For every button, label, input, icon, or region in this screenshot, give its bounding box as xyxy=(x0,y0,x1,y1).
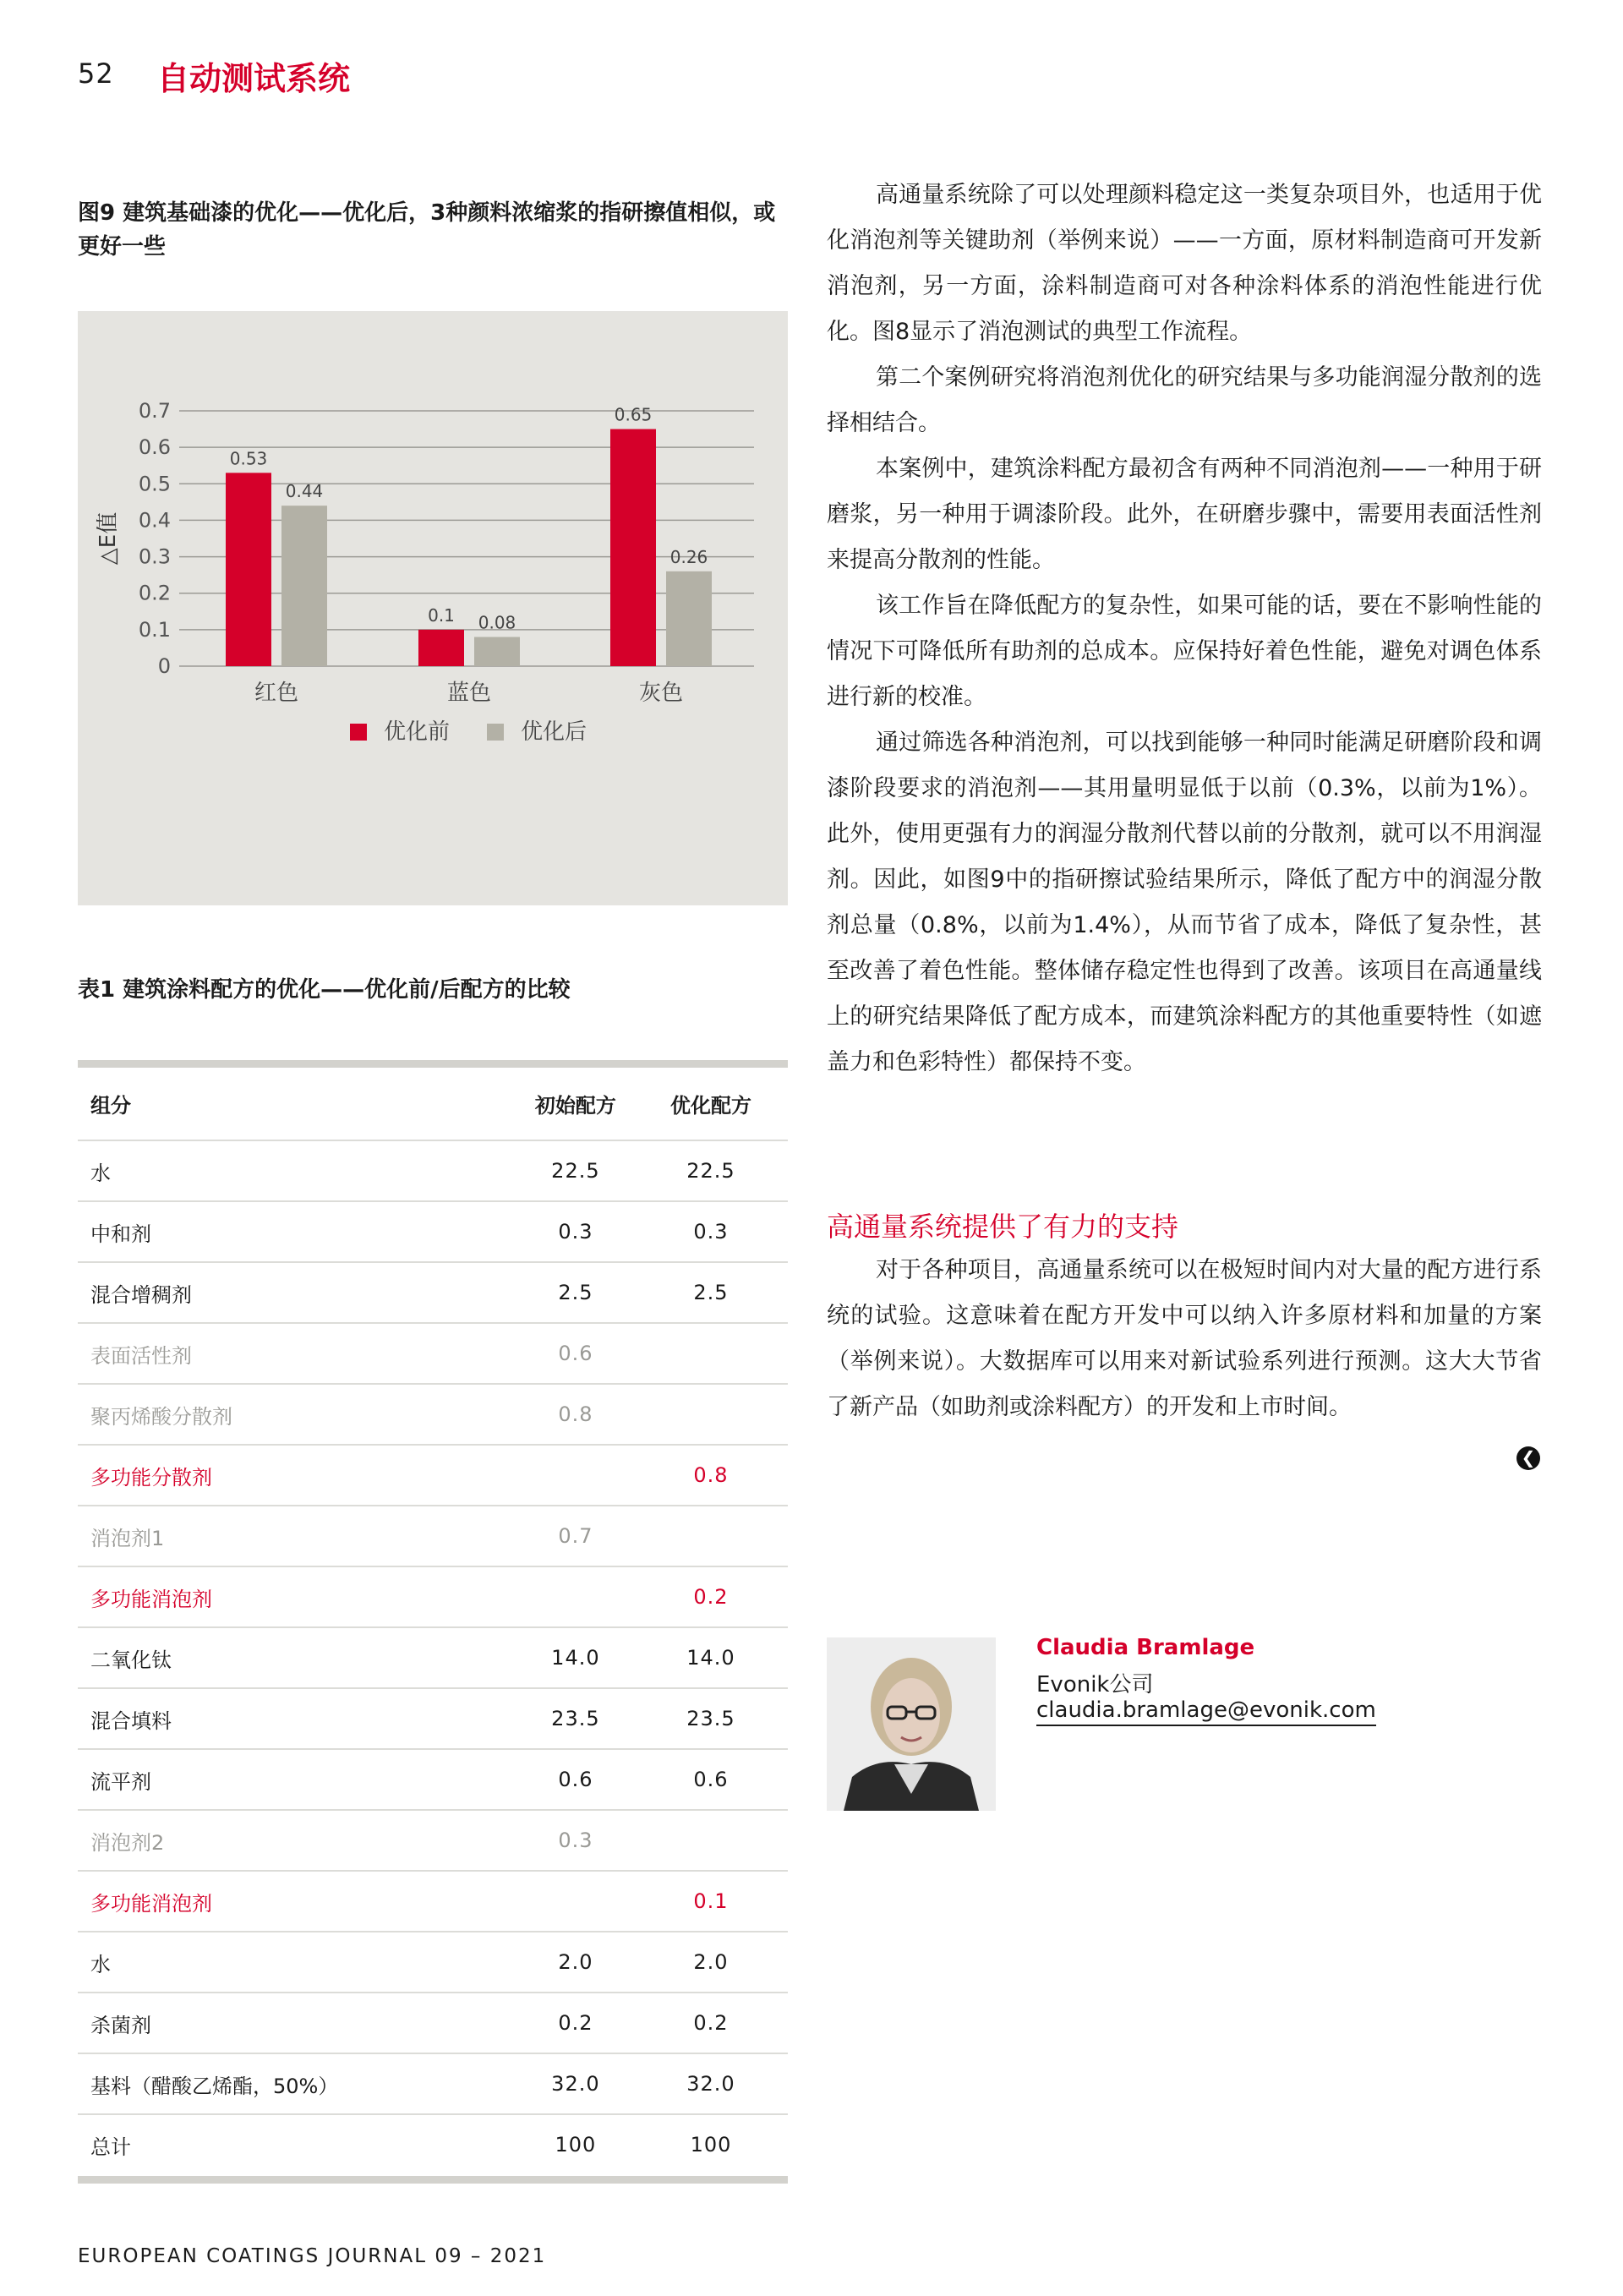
bar-after xyxy=(474,637,520,666)
component-cell: 多功能分散剂 xyxy=(78,1445,517,1506)
component-cell: 二氧化钛 xyxy=(78,1627,517,1688)
author-company: Evonik公司 xyxy=(1036,1672,1154,1697)
optimized-value-cell: 0.8 xyxy=(634,1445,788,1506)
paragraph: 该工作旨在降低配方的复杂性，如果可能的话，要在不影响性能的情况下可降低所有助剂的总成本。应保持好着色性能，避免对调色体系进行新的校准。 xyxy=(827,593,1542,710)
bar-after xyxy=(666,571,712,666)
optimized-value-cell: 0.2 xyxy=(634,1993,788,2053)
initial-value-cell: 0.6 xyxy=(517,1749,634,1810)
author-email-link[interactable]: claudia.bramlage@evonik.com xyxy=(1036,1697,1376,1726)
author-name: Claudia Bramlage xyxy=(1036,1635,1255,1660)
optimized-value-cell: 100 xyxy=(690,2133,732,2157)
section-title: 自动测试系统 xyxy=(157,60,351,97)
legend-swatch xyxy=(350,724,367,741)
formulation-table xyxy=(78,1068,788,2174)
x-category-label: 蓝色 xyxy=(446,681,492,706)
y-tick-label: 0.1 xyxy=(138,617,171,642)
optimized-value-cell: 23.5 xyxy=(634,1688,788,1749)
table-row xyxy=(78,1262,788,1323)
table-row xyxy=(78,1932,788,1993)
initial-value-cell: 2.5 xyxy=(517,1262,634,1323)
optimized-value-cell xyxy=(634,1323,788,1384)
y-tick-label: 0.7 xyxy=(138,399,171,423)
x-category-label: 红色 xyxy=(254,681,299,706)
initial-value-cell: 0.2 xyxy=(517,1993,634,2053)
paragraph: 本案例中，建筑涂料配方最初含有两种不同消泡剂——一种用于研磨浆，另一种用于调漆阶段。此外，在研磨步骤中，需要用表面活性剂来提高分散剂的性能。 xyxy=(827,456,1542,573)
table-row xyxy=(78,2053,788,2114)
table-row xyxy=(78,1323,788,1384)
component-cell: 聚丙烯酸分散剂 xyxy=(78,1384,517,1445)
data-label: 0.44 xyxy=(285,481,324,502)
initial-value-cell: 0.6 xyxy=(517,1323,634,1384)
bar-after xyxy=(281,506,327,666)
x-category-label: 灰色 xyxy=(638,681,684,706)
optimized-value-cell: 22.5 xyxy=(634,1140,788,1201)
initial-value-cell: 100 xyxy=(555,2133,597,2157)
optimized-value-cell: 2.0 xyxy=(634,1932,788,1993)
author-photo xyxy=(827,1637,996,1811)
paragraph: 通过筛选各种消泡剂，可以找到能够一种同时能满足研磨阶段和调漆阶段要求的消泡剂——其用量明显低于以前（0.3%，以前为1%）。此外，使用更强有力的润湿分散剂代替以前的分散剂，就可以不用润湿剂。因此，如图9中的指研擦试验结果所示，降低了配方中的润湿分散剂总量（0.8%，以前为1.4%），从而节省了成本，降低了复杂性，甚至改善了着色性能。整体储存稳定性也得到了改善。该项目在高通量线上的研究结果降低了配方成本，而建筑涂料配方的其他重要特性（如遮盖力和色彩特性）都保持不变。 xyxy=(827,730,1542,1075)
table-caption: 表1 建筑涂料配方的优化——优化前/后配方的比较 xyxy=(78,977,571,1003)
initial-value-cell: 0.8 xyxy=(517,1384,634,1445)
optimized-value-cell xyxy=(634,1384,788,1445)
initial-value-cell xyxy=(517,1871,634,1932)
table-row xyxy=(78,1688,788,1749)
journal-footer: EUROPEAN COATINGS JOURNAL 09 – 2021 xyxy=(78,2245,547,2267)
component-cell: 多功能消泡剂 xyxy=(78,1566,517,1627)
optimized-value-cell xyxy=(634,1810,788,1871)
optimized-value-cell: 2.5 xyxy=(634,1262,788,1323)
data-label: 0.53 xyxy=(229,448,268,469)
y-axis-label: △E值 xyxy=(96,511,121,566)
figure-caption: 图9 建筑基础漆的优化——优化后，3种颜料浓缩浆的指研擦值相似，或更好一些 xyxy=(78,200,776,260)
table-row xyxy=(78,1566,788,1627)
table-row xyxy=(78,2114,788,2174)
legend-label: 优化后 xyxy=(521,719,587,745)
initial-value-cell: 0.3 xyxy=(517,1201,634,1262)
table-row xyxy=(78,1871,788,1932)
column-header-optimized: 优化配方 xyxy=(634,1068,788,1140)
sub-heading: 高通量系统提供了有力的支持 xyxy=(827,1211,1179,1243)
initial-value-cell: 22.5 xyxy=(517,1140,634,1201)
column-header-component: 组分 xyxy=(78,1068,517,1140)
table-top-rule xyxy=(78,1060,788,1068)
data-label: 0.1 xyxy=(428,604,455,626)
component-cell: 混合填料 xyxy=(78,1688,517,1749)
bar-before xyxy=(610,429,656,666)
back-arrow-icon[interactable]: ❮ xyxy=(1516,1446,1540,1470)
optimized-value-cell xyxy=(634,1506,788,1566)
data-label: 0.65 xyxy=(614,404,653,425)
y-tick-label: 0.5 xyxy=(138,472,171,496)
paragraph: 第二个案例研究将消泡剂优化的研究结果与多功能润湿分散剂的选择相结合。 xyxy=(827,364,1542,436)
optimized-value-cell: 0.6 xyxy=(634,1749,788,1810)
component-cell: 消泡剂2 xyxy=(78,1810,517,1871)
component-cell: 基料（醋酸乙烯酯，50%） xyxy=(78,2053,517,2114)
table-row xyxy=(78,1749,788,1810)
paragraph: 高通量系统除了可以处理颜料稳定这一类复杂项目外，也适用于优化消泡剂等关键助剂（举例来说）——一方面，原材料制造商可开发新消泡剂，另一方面，涂料制造商可对各种涂料体系的消泡性能进行优化。图8显示了消泡测试的典型工作流程。 xyxy=(827,182,1542,345)
optimized-value-cell: 14.0 xyxy=(634,1627,788,1688)
component-cell: 水 xyxy=(78,1932,517,1993)
legend-swatch xyxy=(487,724,504,741)
data-label: 0.08 xyxy=(478,612,516,633)
initial-value-cell: 0.3 xyxy=(517,1810,634,1871)
y-tick-label: 0.4 xyxy=(138,508,171,533)
initial-value-cell xyxy=(517,1445,634,1506)
bar-before xyxy=(226,473,271,666)
initial-value-cell: 0.7 xyxy=(517,1506,634,1566)
table-bottom-rule xyxy=(78,2176,788,2184)
component-cell: 混合增稠剂 xyxy=(78,1262,517,1323)
chart-canvas xyxy=(78,311,788,905)
table-row xyxy=(78,1993,788,2053)
component-cell: 杀菌剂 xyxy=(78,1993,517,2053)
y-tick-label: 0.3 xyxy=(138,544,171,569)
table-header-row xyxy=(78,1068,788,1140)
table-row xyxy=(78,1627,788,1688)
article-body-2 xyxy=(827,1248,1542,1430)
bar-chart xyxy=(78,311,788,905)
initial-value-cell: 2.0 xyxy=(517,1932,634,1993)
page-number: 52 xyxy=(78,57,114,90)
component-cell: 多功能消泡剂 xyxy=(78,1871,517,1932)
data-label: 0.26 xyxy=(669,546,708,567)
component-cell: 水 xyxy=(78,1140,517,1201)
initial-value-cell: 14.0 xyxy=(517,1627,634,1688)
component-cell: 流平剂 xyxy=(78,1749,517,1810)
table-row xyxy=(78,1506,788,1566)
optimized-value-cell: 0.2 xyxy=(634,1566,788,1627)
initial-value-cell xyxy=(517,1566,634,1627)
bar-before xyxy=(418,630,464,666)
table-row xyxy=(78,1810,788,1871)
y-tick-label: 0.6 xyxy=(138,435,171,460)
component-cell: 表面活性剂 xyxy=(78,1323,517,1384)
optimized-value-cell: 32.0 xyxy=(634,2053,788,2114)
component-cell: 消泡剂1 xyxy=(78,1506,517,1566)
table-row xyxy=(78,1201,788,1262)
initial-value-cell: 23.5 xyxy=(517,1688,634,1749)
table-row xyxy=(78,1384,788,1445)
optimized-value-cell: 0.1 xyxy=(634,1871,788,1932)
component-cell: 总计 xyxy=(90,2135,131,2159)
component-cell: 中和剂 xyxy=(78,1201,517,1262)
article-body xyxy=(827,172,1542,1085)
optimized-value-cell: 0.3 xyxy=(634,1201,788,1262)
initial-value-cell: 32.0 xyxy=(517,2053,634,2114)
y-tick-label: 0 xyxy=(157,654,171,678)
table-row xyxy=(78,1140,788,1201)
column-header-initial: 初始配方 xyxy=(517,1068,634,1140)
paragraph: 对于各种项目，高通量系统可以在极短时间内对大量的配方进行系统的试验。这意味着在配方开发中可以纳入许多原材料和加量的方案（举例来说）。大数据库可以用来对新试验系列进行预测。这大大节省了新产品（如助剂或涂料配方）的开发和上市时间。 xyxy=(827,1257,1542,1420)
y-tick-label: 0.2 xyxy=(138,581,171,605)
legend-label: 优化前 xyxy=(384,719,451,745)
table-row xyxy=(78,1445,788,1506)
